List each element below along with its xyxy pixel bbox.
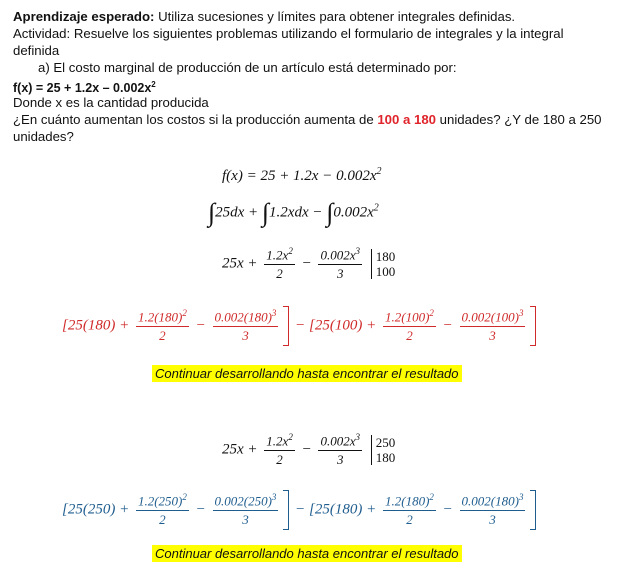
eval2-minus-2: − [442,501,457,518]
anti1-limits [371,249,396,279]
integral-symbol-3: ∫ [326,198,334,227]
anti1-frac-2-exp: 3 [355,246,360,256]
problem-function-exponent: 2 [151,80,156,89]
activity-line-1: Actividad: Resuelve los siguientes problemas utilizando el formulario de integrales y la integral [13,26,564,41]
anti1-frac-2-num-text: 0.002x [320,247,356,263]
formula-fx-text: f(x) = 25 + 1.2x − 0.002x [222,168,377,184]
anti1-frac-1 [264,246,295,282]
eval1-frac-3-num-text: 1.2(100) [385,309,430,325]
formula-fx-exponent: 2 [376,166,382,177]
antiderivative-2 [222,432,395,468]
learning-objective-text: Utiliza sucesiones y límites para obtener integrales definidas. [154,9,516,24]
eval1-frac-4-den: 3 [489,328,496,344]
anti2-frac-2-exp: 3 [355,432,360,442]
eval1-frac-3-exp: 2 [429,307,434,318]
integral-term-3: 0.002x [333,204,374,221]
anti1-frac-1-den: 2 [276,266,283,282]
problem-item: a) El costo marginal de producción de un artículo está determinado por: [38,60,457,75]
anti1-lower-limit: 100 [375,264,396,280]
eval2-frac-4-den: 3 [489,512,496,528]
anti2-frac-1 [264,432,295,468]
evaluation-1 [62,306,538,346]
eval1-minus-2: − [442,317,457,334]
anti2-frac-1-num [264,432,295,451]
integral-symbol-1: ∫ [208,198,216,227]
eval1-part-a: [25(180) + [62,317,133,334]
anti2-frac-2-den: 3 [336,452,344,468]
eval2-frac-2-num-text: 0.002(250) [214,493,272,509]
problem-where: Donde x es la cantidad producida [13,95,209,110]
anti2-frac-1-num-text: 1.2x [266,433,289,449]
eval2-frac-4-num [460,492,526,511]
anti1-upper-limit: 180 [375,249,396,265]
eval2-frac-1-exp: 2 [182,491,187,502]
eval1-mid: − [25(100) + [295,317,380,334]
eval1-frac-2-exp: 3 [271,307,277,318]
eval2-frac-3-num-text: 1.2(180) [385,493,430,509]
continue-note-1: Continuar desarrollando hasta encontrar el resultado [152,365,462,382]
formula-integral [208,198,379,228]
eval1-bracket-1 [283,306,289,346]
problem-function-text: f(x) = 25 + 1.2x – 0.002x [13,81,152,96]
learning-objective [13,8,515,25]
anti1-frac-2-num [318,246,362,265]
eval2-frac-3-den: 2 [406,512,413,528]
anti1-frac-2 [318,246,362,282]
anti2-25x: 25x + [222,441,262,458]
eval2-frac-2-num [213,492,279,511]
eval1-frac-4-num-text: 0.002(100) [461,309,519,325]
anti2-frac-2-num-text: 0.002x [320,433,356,449]
eval2-frac-2-exp: 3 [271,491,277,502]
eval2-bracket-1 [283,490,289,530]
continue-note-2: Continuar desarrollando hasta encontrar el resultado [152,545,462,562]
eval2-frac-4-num-text: 0.002(180) [461,493,519,509]
eval1-frac-1-num [136,308,189,327]
problem-question [13,111,601,128]
eval1-minus-1: − [195,317,210,334]
eval1-frac-1-den: 2 [159,328,166,344]
anti2-upper-limit: 250 [375,435,396,451]
eval2-part-a: [25(250) + [62,501,133,518]
anti1-frac-1-num-text: 1.2x [266,247,289,263]
anti2-frac-1-den: 2 [276,452,283,468]
eval1-frac-2-num-text: 0.002(180) [214,309,272,325]
formula-fx [222,166,382,185]
integral-symbol-2: ∫ [261,198,270,227]
anti2-limits [371,435,396,465]
eval1-frac-4-num [460,308,526,327]
eval2-frac-4 [460,492,526,528]
eval2-frac-2 [213,492,279,528]
eval2-frac-1 [136,492,189,528]
question-post: unidades? ¿Y de 180 a 250 [436,112,602,127]
anti2-frac-1-exp: 2 [288,432,293,442]
integral-term-2: 1.2xdx − [269,204,327,221]
anti2-frac-2 [318,432,362,468]
eval2-frac-1-num-text: 1.2(250) [137,493,183,509]
question-range-highlight: 100 a 180 [377,112,437,127]
eval1-frac-3-num [383,308,436,327]
anti2-frac-2-num [318,432,362,451]
eval2-frac-1-den: 2 [159,512,166,528]
eval1-frac-1-exp: 2 [182,307,187,318]
evaluation-2 [62,490,538,530]
anti1-25x: 25x + [222,255,262,272]
question-pre: ¿En cuánto aumentan los costos si la producción aumenta de [13,112,378,127]
eval1-bracket-2 [530,306,536,346]
problem-question-line-2: unidades? [13,129,74,144]
eval2-frac-1-num [136,492,189,511]
eval2-minus-1: − [195,501,210,518]
eval2-frac-3-exp: 2 [429,491,434,502]
anti1-frac-2-den: 3 [336,266,344,282]
integral-term-1: 25dx + [215,204,262,221]
eval1-frac-4-exp: 3 [518,307,524,318]
eval1-frac-2-den: 3 [242,328,249,344]
integral-term-3-exponent: 2 [373,202,379,214]
eval2-frac-2-den: 3 [242,512,249,528]
anti1-frac-1-exp: 2 [288,246,293,256]
eval1-frac-4 [460,308,526,344]
anti1-frac-1-num [264,246,295,265]
activity-line-2: definida [13,43,60,58]
eval2-frac-4-exp: 3 [518,491,524,502]
antiderivative-1 [222,246,395,282]
eval1-frac-3-den: 2 [406,328,413,344]
eval1-frac-2 [213,308,279,344]
eval2-frac-3-num [383,492,436,511]
anti1-minus: − [301,255,316,272]
anti2-minus: − [301,441,316,458]
eval1-frac-1 [136,308,189,344]
eval2-frac-3 [383,492,436,528]
eval2-mid: − [25(180) + [295,501,380,518]
eval1-frac-2-num [213,308,279,327]
eval1-frac-3 [383,308,436,344]
eval1-frac-1-num-text: 1.2(180) [137,309,183,325]
learning-objective-label: Aprendizaje esperado: [13,9,155,24]
anti2-lower-limit: 180 [375,450,396,466]
eval2-bracket-2 [530,490,536,530]
